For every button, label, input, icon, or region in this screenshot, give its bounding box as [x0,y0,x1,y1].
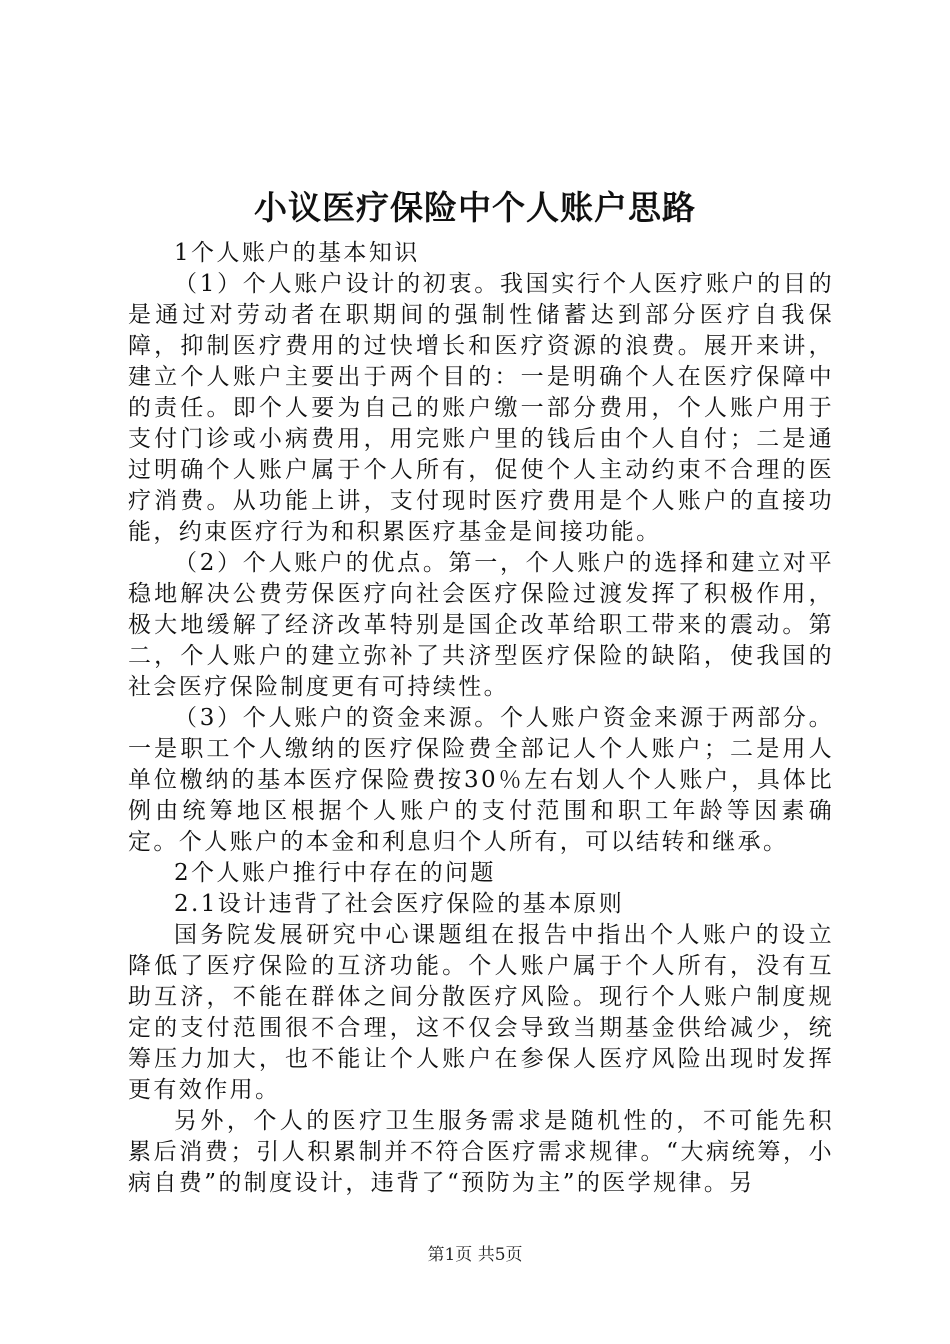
subsection-heading-2-1: 2.1设计违背了社会医疗保险的基本原则 [174,891,625,917]
section-heading-2: 2个人账户推行中存在的问题 [174,860,496,886]
page-footer: 第1页 共5页 [427,1245,523,1265]
document-title: 小议医疗保险中个人账户思路 [254,188,696,227]
paragraph-medical-demand: 另外，个人的医疗卫生服务需求是随机性的，不可能先积累后消费；引人积累制并不符合医疗需求规律。“大病统筹，小病自费”的制度设计，违背了“预防为主”的医学规律。另 [128,1108,834,1196]
document-body [128,238,834,1199]
paragraph-research-report: 国务院发展研究中心课题组在报告中指出个人账户的设立降低了医疗保险的互济功能。个人账户属于个人所有，没有互助互济，不能在群体之间分散医疗风险。现行个人账户制度规定的支付范围很不合理，这不仅会导致当期基金供给减少，统筹压力加大，也不能让个人账户在参保人医疗风险出现时发挥更有效作用。 [128,922,834,1103]
paragraph-account-advantages: （2）个人账户的优点。第一，个人账户的选择和建立对平稳地解决公费劳保医疗向社会医疗保险过渡发挥了积极作用，极大地缓解了经济改革特别是国企改革给职工带来的震动。第二，个人账户的建立弥补了共济型医疗保险的缺陷，使我国的社会医疗保险制度更有可持续性。 [128,550,834,700]
paragraph-account-design: （1）个人账户设计的初衷。我国实行个人医疗账户的目的是通过对劳动者在职期间的强制性储蓄达到部分医疗自我保障，抑制医疗费用的过快增长和医疗资源的浪费。展开来讲，建立个人账户主要出于两个目的：一是明确个人在医疗保障中的责任。即个人要为自己的账户缴一部分费用，个人账户用于支付门诊或小病费用，用完账户里的钱后由个人自付；二是通过明确个人账户属于个人所有，促使个人主动约束不合理的医疗消费。从功能上讲，支付现时医疗费用是个人账户的直接功能，约束医疗行为和积累医疗基金是间接功能。 [128,271,834,545]
paragraph-account-funding: （3）个人账户的资金来源。个人账户资金来源于两部分。一是职工个人缴纳的医疗保险费全部记人个人账户；二是用人单位檄纳的基本医疗保险费按30％左右划人个人账户，具体比例由统筹地区根据个人账户的支付范围和职工年龄等因素确定。个人账户的本金和利息归个人所有，可以结转和继承。 [128,705,834,855]
section-heading-1: 1个人账户的基本知识 [174,240,420,266]
